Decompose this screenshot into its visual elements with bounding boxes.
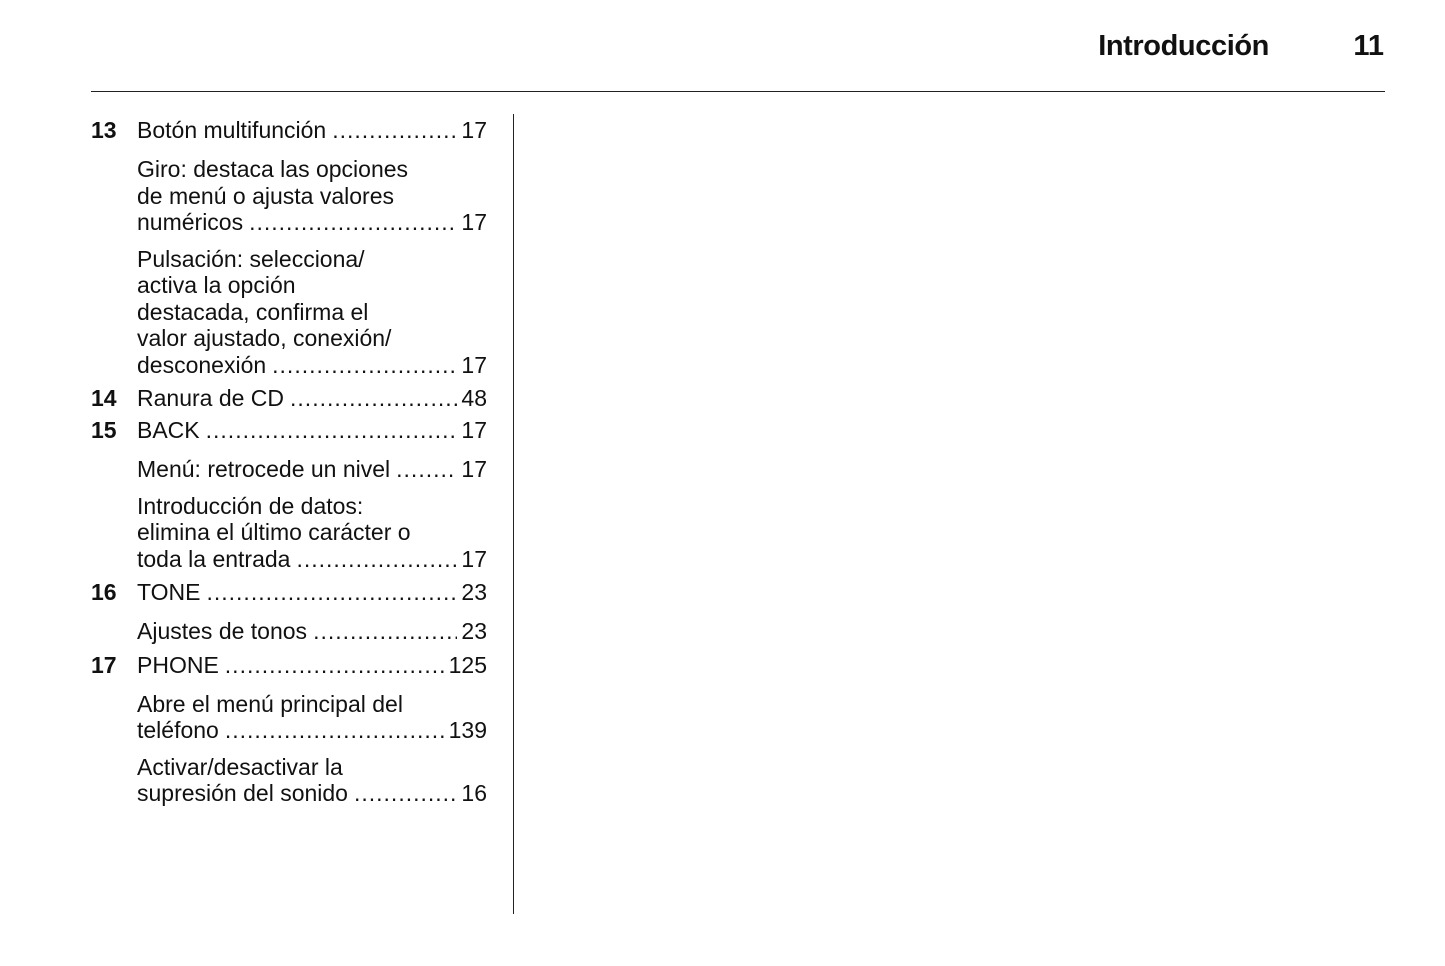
page-reference: 139: [448, 717, 487, 743]
entry-number: 15: [91, 417, 117, 443]
entry-label: BACK: [137, 417, 200, 443]
entry-number: 16: [91, 579, 117, 605]
entry-label: Ranura de CD: [137, 385, 285, 411]
page-reference: 125: [448, 651, 487, 678]
dot-leader: [313, 618, 457, 645]
description-line: Giro: destaca las opciones: [137, 156, 409, 182]
page-reference: 17: [461, 117, 487, 143]
entry-label: Botón multifunción: [137, 117, 327, 143]
description-label: toda la entrada: [137, 545, 291, 572]
description-label: teléfono: [137, 717, 219, 743]
entry-description: [137, 156, 487, 236]
description-line: activa la opción: [137, 272, 296, 298]
entry-number: 14: [91, 385, 117, 411]
legend-entry: [91, 649, 487, 807]
page-reference: 17: [461, 351, 487, 378]
dot-leader: [396, 456, 457, 483]
entry-leader-line: [137, 414, 487, 446]
description-line: destacada, confirma el: [137, 298, 369, 325]
description-leader-line: [137, 209, 487, 236]
dot-leader: [225, 649, 445, 681]
legend-entry: [91, 576, 487, 645]
description-label: Menú: retrocede un nivel: [137, 456, 391, 482]
dot-leader: [206, 576, 457, 608]
description-leader-line: [137, 618, 487, 645]
entry-description: [137, 493, 487, 573]
entry-label: TONE: [137, 579, 201, 605]
header-divider: [91, 91, 1385, 92]
entry-description: [137, 691, 487, 744]
entry-heading: [91, 382, 487, 414]
page-reference: 23: [461, 579, 487, 605]
entry-heading: [91, 114, 487, 146]
page-reference: 17: [461, 209, 487, 235]
dot-leader: [290, 382, 457, 414]
page-reference: 17: [461, 456, 487, 482]
entry-heading: [91, 414, 487, 446]
description-label: desconexión: [137, 351, 267, 378]
entry-description: [137, 456, 487, 483]
description-line: Introducción de datos:: [137, 492, 364, 519]
description-line: Pulsación: selecciona/: [137, 245, 365, 272]
entry-label: PHONE: [137, 651, 219, 678]
description-label: Ajustes de tonos: [137, 618, 308, 644]
column-divider: [513, 114, 514, 914]
entry-leader-line: [137, 382, 487, 414]
description-line: de menú o ajusta valores: [137, 182, 394, 209]
page-reference: 17: [461, 545, 487, 572]
description-line: elimina el último carácter o: [137, 519, 411, 545]
description-line: valor ajustado, conexión/: [137, 325, 392, 351]
entry-number: 13: [91, 117, 117, 143]
page-title: Introducción: [1098, 30, 1269, 62]
page-reference: 48: [461, 385, 487, 411]
dot-leader: [296, 546, 457, 573]
description-leader-line: [137, 546, 487, 573]
dot-leader: [354, 780, 457, 807]
description-label: supresión del sonido: [137, 780, 348, 806]
entry-leader-line: [137, 576, 487, 608]
description-leader-line: [137, 352, 487, 379]
page-number: 11: [1353, 30, 1384, 62]
legend-entry: [91, 114, 487, 378]
dot-leader: [225, 717, 445, 744]
entry-heading: [91, 576, 487, 608]
entry-heading: [91, 649, 487, 681]
dot-leader: [249, 209, 457, 236]
dot-leader: [206, 414, 458, 446]
description-label: numéricos: [137, 209, 244, 235]
page-reference: 17: [461, 417, 487, 443]
description-line: Abre el menú principal del: [137, 690, 403, 717]
description-leader-line: [137, 456, 487, 483]
entry-description: [137, 618, 487, 645]
entry-number: 17: [91, 651, 117, 678]
description-line: Activar/desactivar la: [137, 753, 343, 780]
entry-leader-line: [137, 649, 487, 681]
entry-description: [137, 754, 487, 807]
description-leader-line: [137, 717, 487, 744]
page-reference: 16: [461, 780, 487, 806]
entry-leader-line: [137, 114, 487, 146]
page-reference: 23: [461, 618, 487, 644]
dot-leader: [272, 352, 457, 379]
entry-description: [137, 246, 487, 379]
legend-entry: [91, 382, 487, 414]
dot-leader: [332, 114, 457, 146]
legend-entry: [91, 414, 487, 572]
description-leader-line: [137, 780, 487, 807]
legend-list: [91, 114, 487, 811]
